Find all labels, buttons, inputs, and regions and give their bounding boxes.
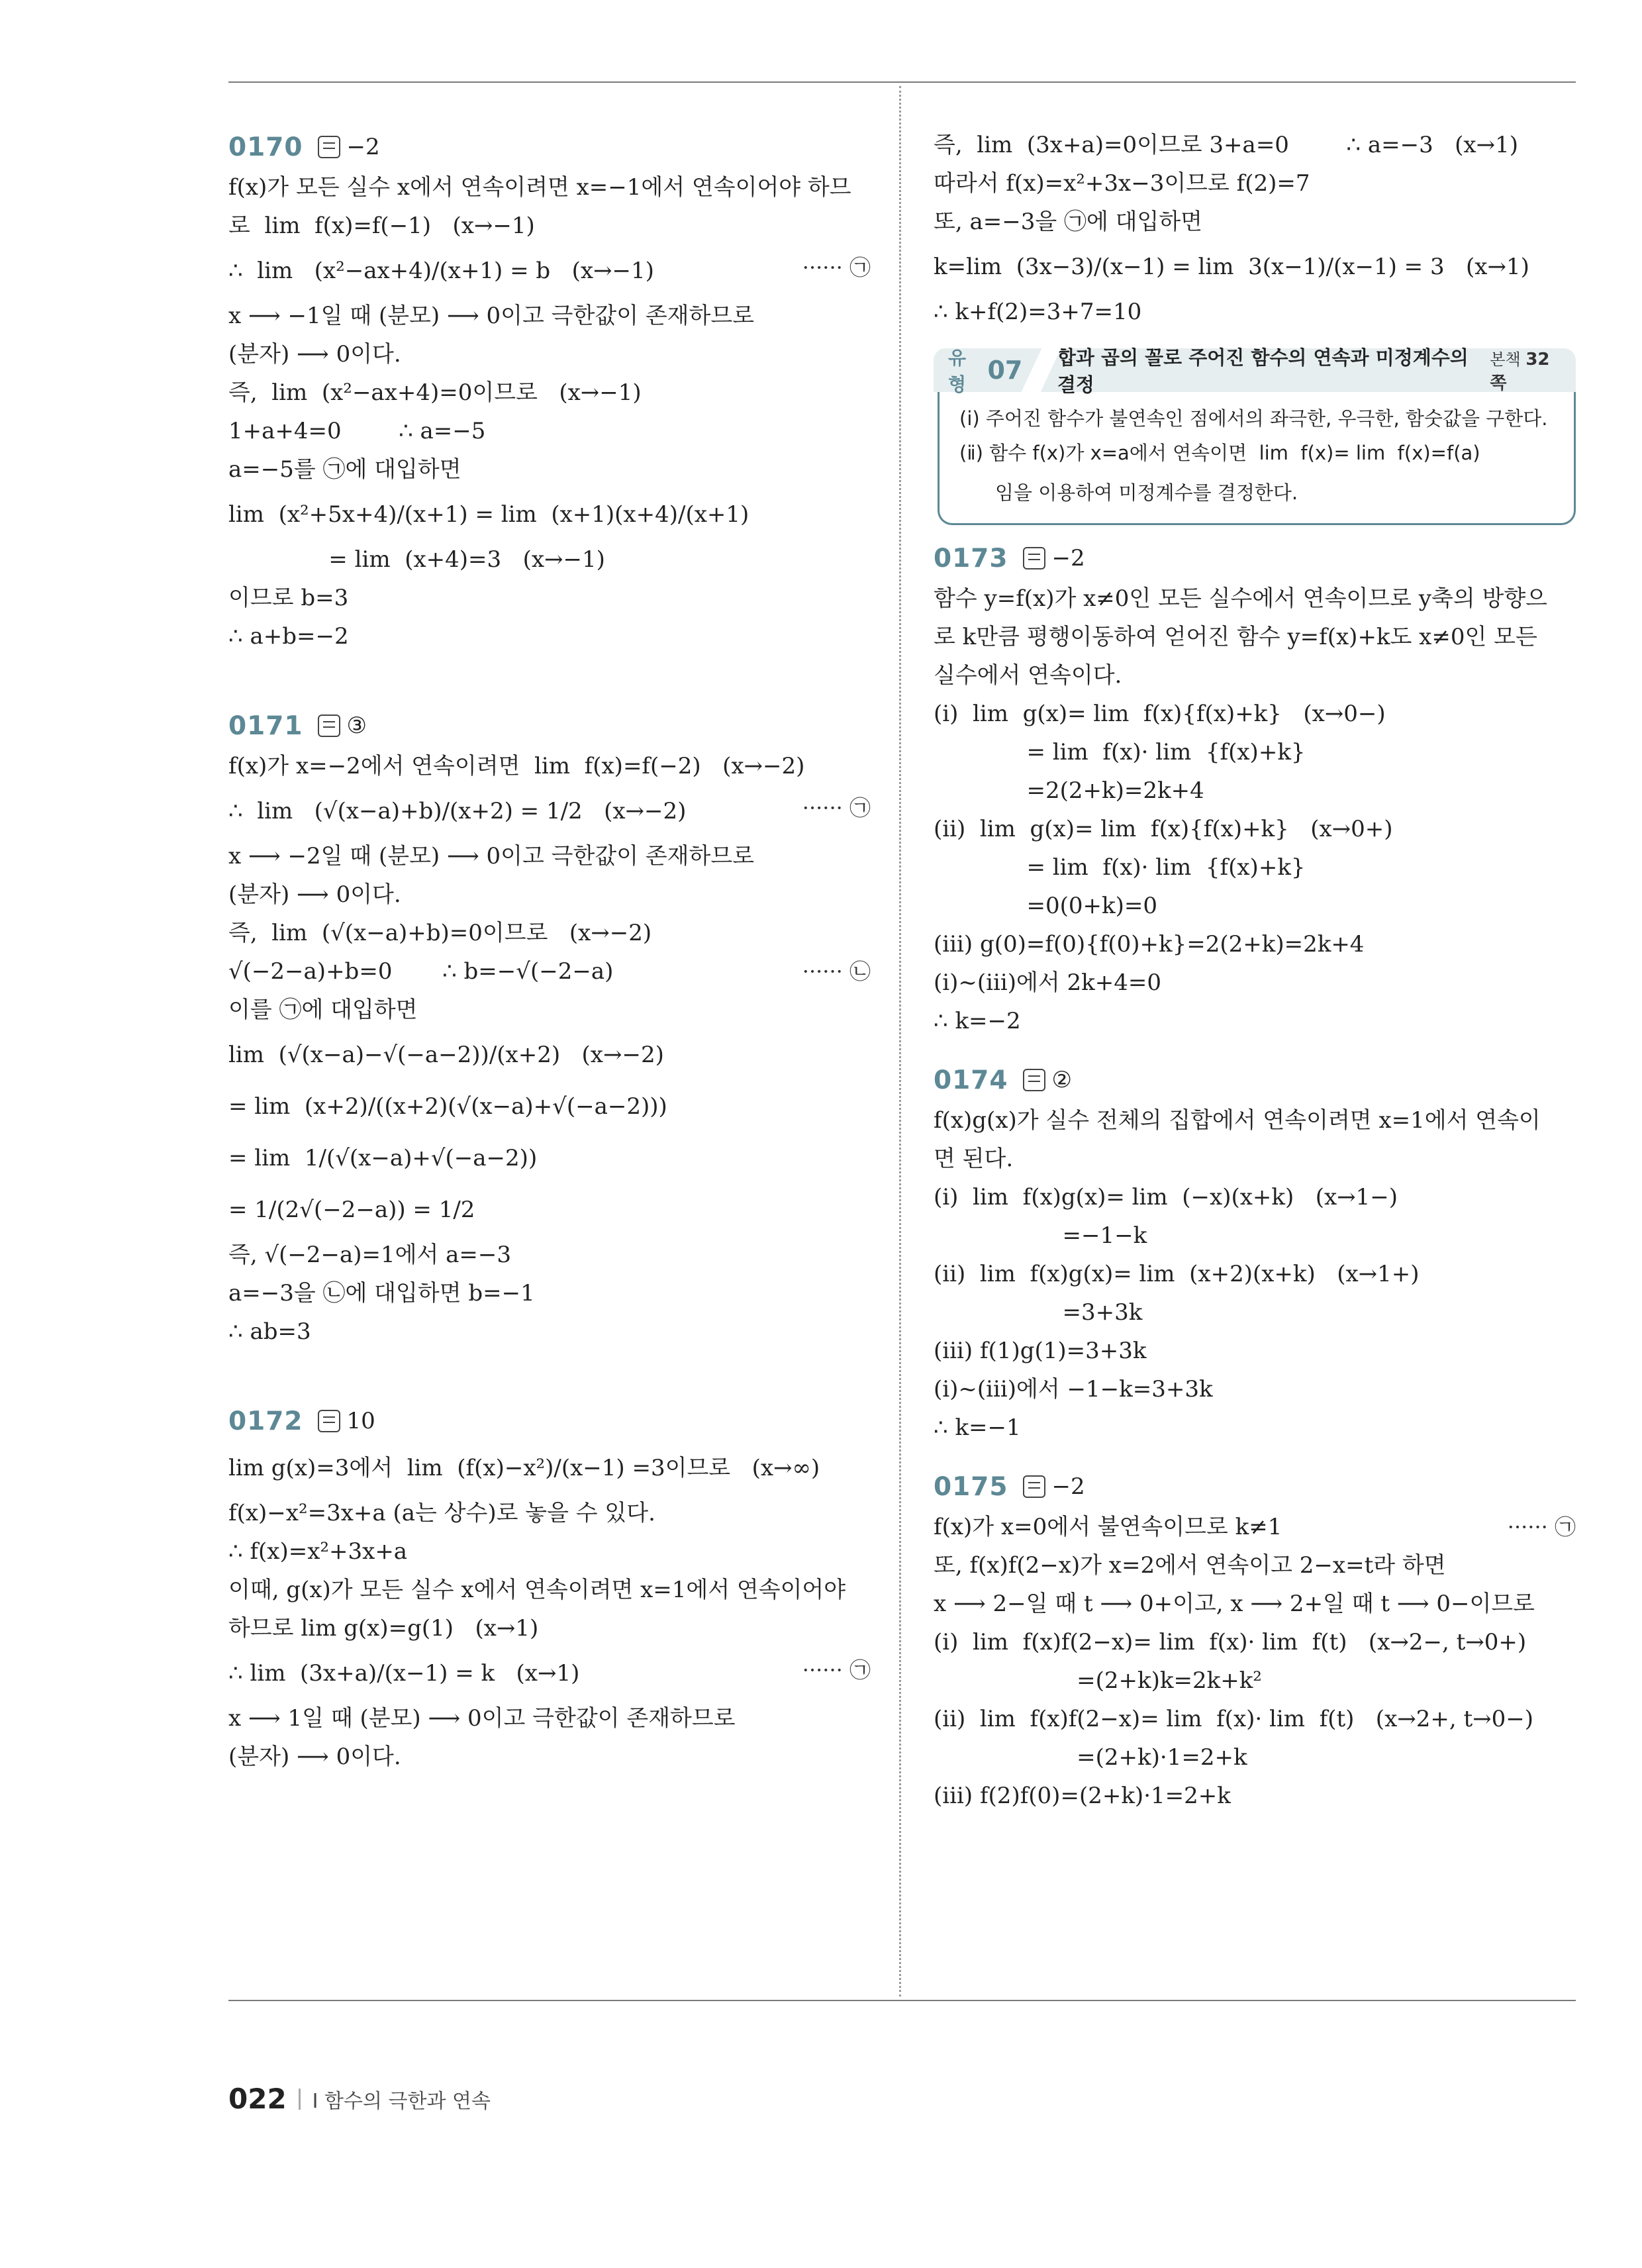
line-text: 즉, √(−2−a)=1에서 a=−3 bbox=[228, 1242, 512, 1268]
solution-line bbox=[228, 168, 871, 207]
line-text: ∴ f(x)=x²+3x+a bbox=[228, 1538, 408, 1565]
solution-line bbox=[228, 1571, 871, 1609]
problem-0172 bbox=[228, 1400, 871, 1776]
header-slant bbox=[1022, 348, 1061, 392]
line-text: =0(0+k)=0 bbox=[934, 893, 1157, 919]
solution-line bbox=[228, 837, 871, 875]
solution-line bbox=[228, 1236, 871, 1274]
solution-line bbox=[228, 540, 871, 579]
solution-line bbox=[228, 875, 871, 914]
problem-0170 bbox=[228, 126, 871, 656]
solution-line bbox=[934, 241, 1576, 293]
problem-0173 bbox=[934, 537, 1576, 1040]
answer-icon bbox=[1023, 1475, 1045, 1498]
problem-header bbox=[934, 537, 1576, 579]
top-rule bbox=[228, 81, 1576, 83]
solution-line bbox=[228, 450, 871, 489]
problem-number: 0173 bbox=[934, 543, 1008, 573]
solution-line bbox=[934, 126, 1576, 164]
solution-line bbox=[228, 245, 871, 297]
line-text: a=−5를 ㉠에 대입하면 bbox=[228, 456, 461, 483]
line-text: 이때, g(x)가 모든 실수 x에서 연속이려면 x=1에서 연속이어야 bbox=[228, 1577, 846, 1603]
answer-value: −2 bbox=[346, 134, 380, 160]
solution-line bbox=[228, 1532, 871, 1571]
solution-line bbox=[934, 1370, 1576, 1408]
solution-line bbox=[228, 412, 871, 450]
line-text: lim (x²+5x+4)/(x+1) = lim (x+1)(x+4)/(x+1) bbox=[228, 501, 749, 528]
answer-value: −2 bbox=[1051, 545, 1085, 571]
solution-line bbox=[228, 1648, 871, 1699]
answer-icon bbox=[1023, 1069, 1045, 1091]
solution-line bbox=[228, 335, 871, 373]
line-text: 로 lim f(x)=f(−1) (x→−1) bbox=[228, 213, 535, 239]
reference-page: 32쪽 bbox=[1490, 350, 1550, 393]
line-text: lim g(x)=3에서 lim (f(x)−x²)/(x−1) =3이므로 (x→∞) bbox=[228, 1455, 820, 1481]
type-label: 유형 bbox=[948, 347, 967, 395]
solution-line bbox=[934, 733, 1576, 771]
answer-icon bbox=[318, 715, 340, 737]
solution-line bbox=[934, 1623, 1576, 1661]
line-text: f(x)g(x)가 실수 전체의 집합에서 연속이려면 x=1에서 연속이 bbox=[934, 1107, 1541, 1134]
type-line-3: 임을 이용하여 미정계수를 결정한다. bbox=[995, 481, 1298, 504]
spacer bbox=[228, 1351, 871, 1400]
solution-line bbox=[934, 1255, 1576, 1293]
problem-header bbox=[228, 126, 871, 168]
solution-line bbox=[934, 1408, 1576, 1447]
solution-line bbox=[934, 925, 1576, 963]
solution-line bbox=[228, 373, 871, 412]
equation-marker: ······ ㉠ bbox=[802, 255, 871, 280]
answer-value: ③ bbox=[346, 713, 367, 739]
line-text: x ⟶ 1일 때 (분모) ⟶ 0이고 극한값이 존재하므로 bbox=[228, 1705, 736, 1732]
line-text: (ⅱ) lim f(x)g(x)= lim (x+2)(x+k) (x→1+) bbox=[934, 1261, 1420, 1287]
solution-line bbox=[934, 1332, 1576, 1370]
line-text: x ⟶ −1일 때 (분모) ⟶ 0이고 극한값이 존재하므로 bbox=[228, 303, 755, 329]
solution-line bbox=[228, 1699, 871, 1738]
line-text: = lim 1/(√(x−a)+√(−a−2)) bbox=[228, 1145, 538, 1171]
solution-line bbox=[228, 1274, 871, 1312]
problem-number: 0174 bbox=[934, 1065, 1008, 1095]
solution-line bbox=[228, 747, 871, 785]
solution-line bbox=[934, 1661, 1576, 1700]
left-column bbox=[228, 126, 871, 1776]
solution-line bbox=[228, 1312, 871, 1351]
line-text: = lim (x+2)/((x+2)(√(x−a)+√(−a−2))) bbox=[228, 1093, 667, 1120]
line-text: 따라서 f(x)=x²+3x−3이므로 f(2)=7 bbox=[934, 170, 1310, 197]
bottom-rule bbox=[228, 2000, 1576, 2001]
line-text: 즉, lim (3x+a)=0이므로 3+a=0 ∴ a=−3 (x→1) bbox=[934, 132, 1518, 158]
problem-header bbox=[228, 1400, 871, 1442]
problem-number: 0175 bbox=[934, 1471, 1008, 1502]
line-text: (분자) ⟶ 0이다. bbox=[228, 1744, 401, 1770]
answer-icon bbox=[318, 136, 340, 158]
problem-number: 0170 bbox=[228, 132, 303, 162]
line-text: f(x)−x²=3x+a (a는 상수)로 놓을 수 있다. bbox=[228, 1500, 655, 1526]
type-line-1: (ⅰ) 주어진 함수가 불연속인 점에서의 좌극한, 우극한, 함숫값을 구한다. bbox=[959, 407, 1548, 430]
solution-lines bbox=[228, 168, 871, 656]
spacer bbox=[934, 1040, 1576, 1059]
line-text: 함수 y=f(x)가 x≠0인 모든 실수에서 연속이므로 y축의 방향으 bbox=[934, 585, 1548, 612]
continued-solution-0172 bbox=[934, 126, 1576, 331]
solution-line bbox=[228, 1442, 871, 1494]
line-text: (분자) ⟶ 0이다. bbox=[228, 341, 401, 368]
solution-line bbox=[934, 1002, 1576, 1040]
answer-value: ② bbox=[1051, 1067, 1073, 1093]
solution-line bbox=[228, 579, 871, 617]
solution-line bbox=[934, 1101, 1576, 1140]
answer-value: 10 bbox=[346, 1408, 375, 1434]
solution-lines bbox=[228, 747, 871, 1351]
solution-line bbox=[934, 1293, 1576, 1332]
line-text: (ⅰ) lim f(x)f(2−x)= lim f(x)· lim f(t) (x→2−, t→0+) bbox=[934, 1629, 1527, 1655]
solution-line bbox=[228, 914, 871, 952]
line-text: =(2+k)k=2k+k² bbox=[934, 1667, 1262, 1694]
line-text: 하므로 lim g(x)=g(1) (x→1) bbox=[228, 1615, 539, 1642]
solution-line bbox=[228, 952, 871, 991]
line-text: f(x)가 모든 실수 x에서 연속이려면 x=−1에서 연속이어야 하므 bbox=[228, 174, 851, 201]
type-box-header bbox=[934, 346, 1576, 396]
line-text: ∴ lim (3x+a)/(x−1) = k (x→1) bbox=[228, 1660, 580, 1687]
solution-line bbox=[228, 489, 871, 540]
problem-header bbox=[228, 705, 871, 747]
line-text: (ⅱ) lim g(x)= lim f(x){f(x)+k} (x→0+) bbox=[934, 816, 1393, 842]
line-text: f(x)가 x=−2에서 연속이려면 lim f(x)=f(−2) (x→−2) bbox=[228, 753, 805, 779]
reference-prefix: 본책 bbox=[1490, 350, 1521, 369]
type-title: 합과 곱의 꼴로 주어진 함수의 연속과 미정계수의 결정 bbox=[1057, 346, 1469, 396]
answer-icon bbox=[318, 1410, 340, 1432]
solution-line bbox=[228, 1029, 871, 1081]
line-text: f(x)가 x=0에서 불연속이므로 k≠1 bbox=[934, 1514, 1282, 1540]
chapter-title: I 함수의 극한과 연속 bbox=[312, 2089, 491, 2113]
line-text: = 1/(2√(−2−a)) = 1/2 bbox=[228, 1197, 475, 1223]
solution-line bbox=[934, 771, 1576, 810]
solution-line bbox=[228, 1184, 871, 1236]
spacer bbox=[934, 1447, 1576, 1465]
line-text: = lim (x+4)=3 (x→−1) bbox=[228, 546, 605, 573]
line-text: =(2+k)·1=2+k bbox=[934, 1744, 1247, 1771]
equation-marker: ······ ㉠ bbox=[802, 1657, 871, 1683]
solution-line bbox=[934, 1140, 1576, 1178]
line-text: x ⟶ 2−일 때 t ⟶ 0+이고, x ⟶ 2+일 때 t ⟶ 0−이므로 bbox=[934, 1591, 1535, 1617]
line-text: 실수에서 연속이다. bbox=[934, 662, 1122, 689]
type-box bbox=[934, 348, 1576, 525]
solution-line bbox=[934, 579, 1576, 618]
solution-lines bbox=[934, 1508, 1576, 1815]
equation-marker: ······ ㉠ bbox=[1507, 1514, 1576, 1540]
solution-line bbox=[934, 695, 1576, 733]
type-number: 07 bbox=[987, 356, 1023, 385]
solution-line bbox=[228, 1494, 871, 1532]
line-text: ∴ lim (√(x−a)+b)/(x+2) = 1/2 (x→−2) bbox=[228, 798, 687, 824]
line-text: ∴ k=−1 bbox=[934, 1414, 1021, 1441]
solution-line bbox=[934, 810, 1576, 848]
type-box-body bbox=[938, 392, 1576, 525]
line-text: 즉, lim (x²−ax+4)=0이므로 (x→−1) bbox=[228, 379, 642, 406]
solution-line bbox=[934, 1546, 1576, 1585]
solution-line bbox=[228, 1738, 871, 1776]
answer-value: −2 bbox=[1051, 1473, 1085, 1500]
problem-0171 bbox=[228, 705, 871, 1351]
solution-line bbox=[934, 164, 1576, 203]
line-text: x ⟶ −2일 때 (분모) ⟶ 0이고 극한값이 존재하므로 bbox=[228, 843, 755, 869]
solution-line bbox=[228, 1609, 871, 1648]
line-text: (ⅲ) f(1)g(1)=3+3k bbox=[934, 1338, 1147, 1364]
problem-number: 0171 bbox=[228, 711, 303, 741]
solution-line bbox=[934, 1700, 1576, 1738]
solution-lines bbox=[228, 1442, 871, 1776]
answer-icon bbox=[1023, 547, 1045, 569]
line-text: 면 된다. bbox=[934, 1146, 1014, 1172]
line-text: lim (√(x−a)−√(−a−2))/(x+2) (x→−2) bbox=[228, 1042, 664, 1068]
solution-line bbox=[228, 785, 871, 837]
solution-line bbox=[934, 656, 1576, 695]
solution-line bbox=[934, 1585, 1576, 1623]
line-text: ∴ k=−2 bbox=[934, 1008, 1021, 1034]
line-text: 이므로 b=3 bbox=[228, 585, 349, 611]
right-column bbox=[934, 126, 1576, 1815]
solution-line bbox=[934, 887, 1576, 925]
solution-line bbox=[934, 203, 1576, 241]
page-number: 022 bbox=[228, 2083, 287, 2115]
solution-line bbox=[934, 293, 1576, 331]
line-text: (ⅲ) f(2)f(0)=(2+k)·1=2+k bbox=[934, 1783, 1231, 1809]
line-text: 즉, lim (√(x−a)+b)=0이므로 (x→−2) bbox=[228, 920, 652, 946]
textbook-reference bbox=[1490, 346, 1563, 394]
line-text: ∴ a+b=−2 bbox=[228, 623, 349, 650]
line-text: (ⅰ)~(ⅲ)에서 −1−k=3+3k bbox=[934, 1376, 1213, 1403]
page-footer bbox=[228, 2083, 491, 2115]
line-text: a=−3을 ㉡에 대입하면 b=−1 bbox=[228, 1280, 535, 1307]
line-text: (ⅱ) lim f(x)f(2−x)= lim f(x)· lim f(t) (x→2+, t→0−) bbox=[934, 1706, 1533, 1732]
solution-line bbox=[228, 297, 871, 335]
line-text: (ⅰ)~(ⅲ)에서 2k+4=0 bbox=[934, 969, 1162, 996]
line-text: =2(2+k)=2k+4 bbox=[934, 777, 1204, 804]
solution-line bbox=[228, 207, 871, 245]
solution-line bbox=[228, 991, 871, 1029]
line-text: 로 k만큼 평행이동하여 얻어진 함수 y=f(x)+k도 x≠0인 모든 bbox=[934, 624, 1537, 650]
line-text: k=lim (3x−3)/(x−1) = lim 3(x−1)/(x−1) = 3 (x→1) bbox=[934, 254, 1529, 280]
solution-line bbox=[934, 1738, 1576, 1777]
solution-line bbox=[228, 617, 871, 656]
solution-line bbox=[934, 1777, 1576, 1815]
column-divider bbox=[899, 86, 901, 1997]
solution-lines bbox=[934, 1101, 1576, 1447]
line-text: ∴ ab=3 bbox=[228, 1318, 311, 1345]
line-text: (ⅰ) lim f(x)g(x)= lim (−x)(x+k) (x→1−) bbox=[934, 1184, 1398, 1210]
solution-line bbox=[228, 1132, 871, 1184]
line-text: = lim f(x)· lim {f(x)+k} bbox=[934, 739, 1306, 765]
line-text: (분자) ⟶ 0이다. bbox=[228, 881, 401, 908]
line-text: 또, f(x)f(2−x)가 x=2에서 연속이고 2−x=t라 하면 bbox=[934, 1552, 1446, 1579]
problem-header bbox=[934, 1059, 1576, 1101]
solution-line bbox=[934, 1216, 1576, 1255]
solution-line bbox=[934, 963, 1576, 1002]
footer-separator bbox=[299, 2089, 301, 2110]
solution-lines bbox=[934, 579, 1576, 1040]
line-text: = lim f(x)· lim {f(x)+k} bbox=[934, 854, 1306, 881]
equation-marker: ······ ㉠ bbox=[802, 795, 871, 820]
line-text: ∴ k+f(2)=3+7=10 bbox=[934, 299, 1142, 325]
solution-line bbox=[934, 1508, 1576, 1546]
spacer bbox=[228, 656, 871, 705]
problem-number: 0172 bbox=[228, 1406, 303, 1436]
equation-marker: ······ ㉡ bbox=[802, 959, 871, 984]
line-text: (ⅰ) lim g(x)= lim f(x){f(x)+k} (x→0−) bbox=[934, 701, 1386, 727]
line-text: =3+3k bbox=[934, 1299, 1143, 1326]
solution-line bbox=[228, 1081, 871, 1132]
line-text: 1+a+4=0 ∴ a=−5 bbox=[228, 418, 486, 444]
line-text: 이를 ㉠에 대입하면 bbox=[228, 997, 418, 1023]
solution-line bbox=[934, 848, 1576, 887]
line-text: √(−2−a)+b=0 ∴ b=−√(−2−a) bbox=[228, 958, 614, 985]
problem-0175 bbox=[934, 1465, 1576, 1815]
line-text: =−1−k bbox=[934, 1222, 1147, 1249]
solution-line bbox=[934, 1178, 1576, 1216]
type-line-2: (ⅱ) 함수 f(x)가 x=a에서 연속이면 lim f(x)= lim f(x)=f(a) bbox=[959, 442, 1480, 464]
problem-0174 bbox=[934, 1059, 1576, 1447]
problem-header bbox=[934, 1465, 1576, 1508]
line-text: 또, a=−3을 ㉠에 대입하면 bbox=[934, 209, 1203, 235]
line-text: ∴ lim (x²−ax+4)/(x+1) = b (x→−1) bbox=[228, 258, 654, 284]
line-text: (ⅲ) g(0)=f(0){f(0)+k}=2(2+k)=2k+4 bbox=[934, 931, 1365, 958]
solution-line bbox=[934, 618, 1576, 656]
